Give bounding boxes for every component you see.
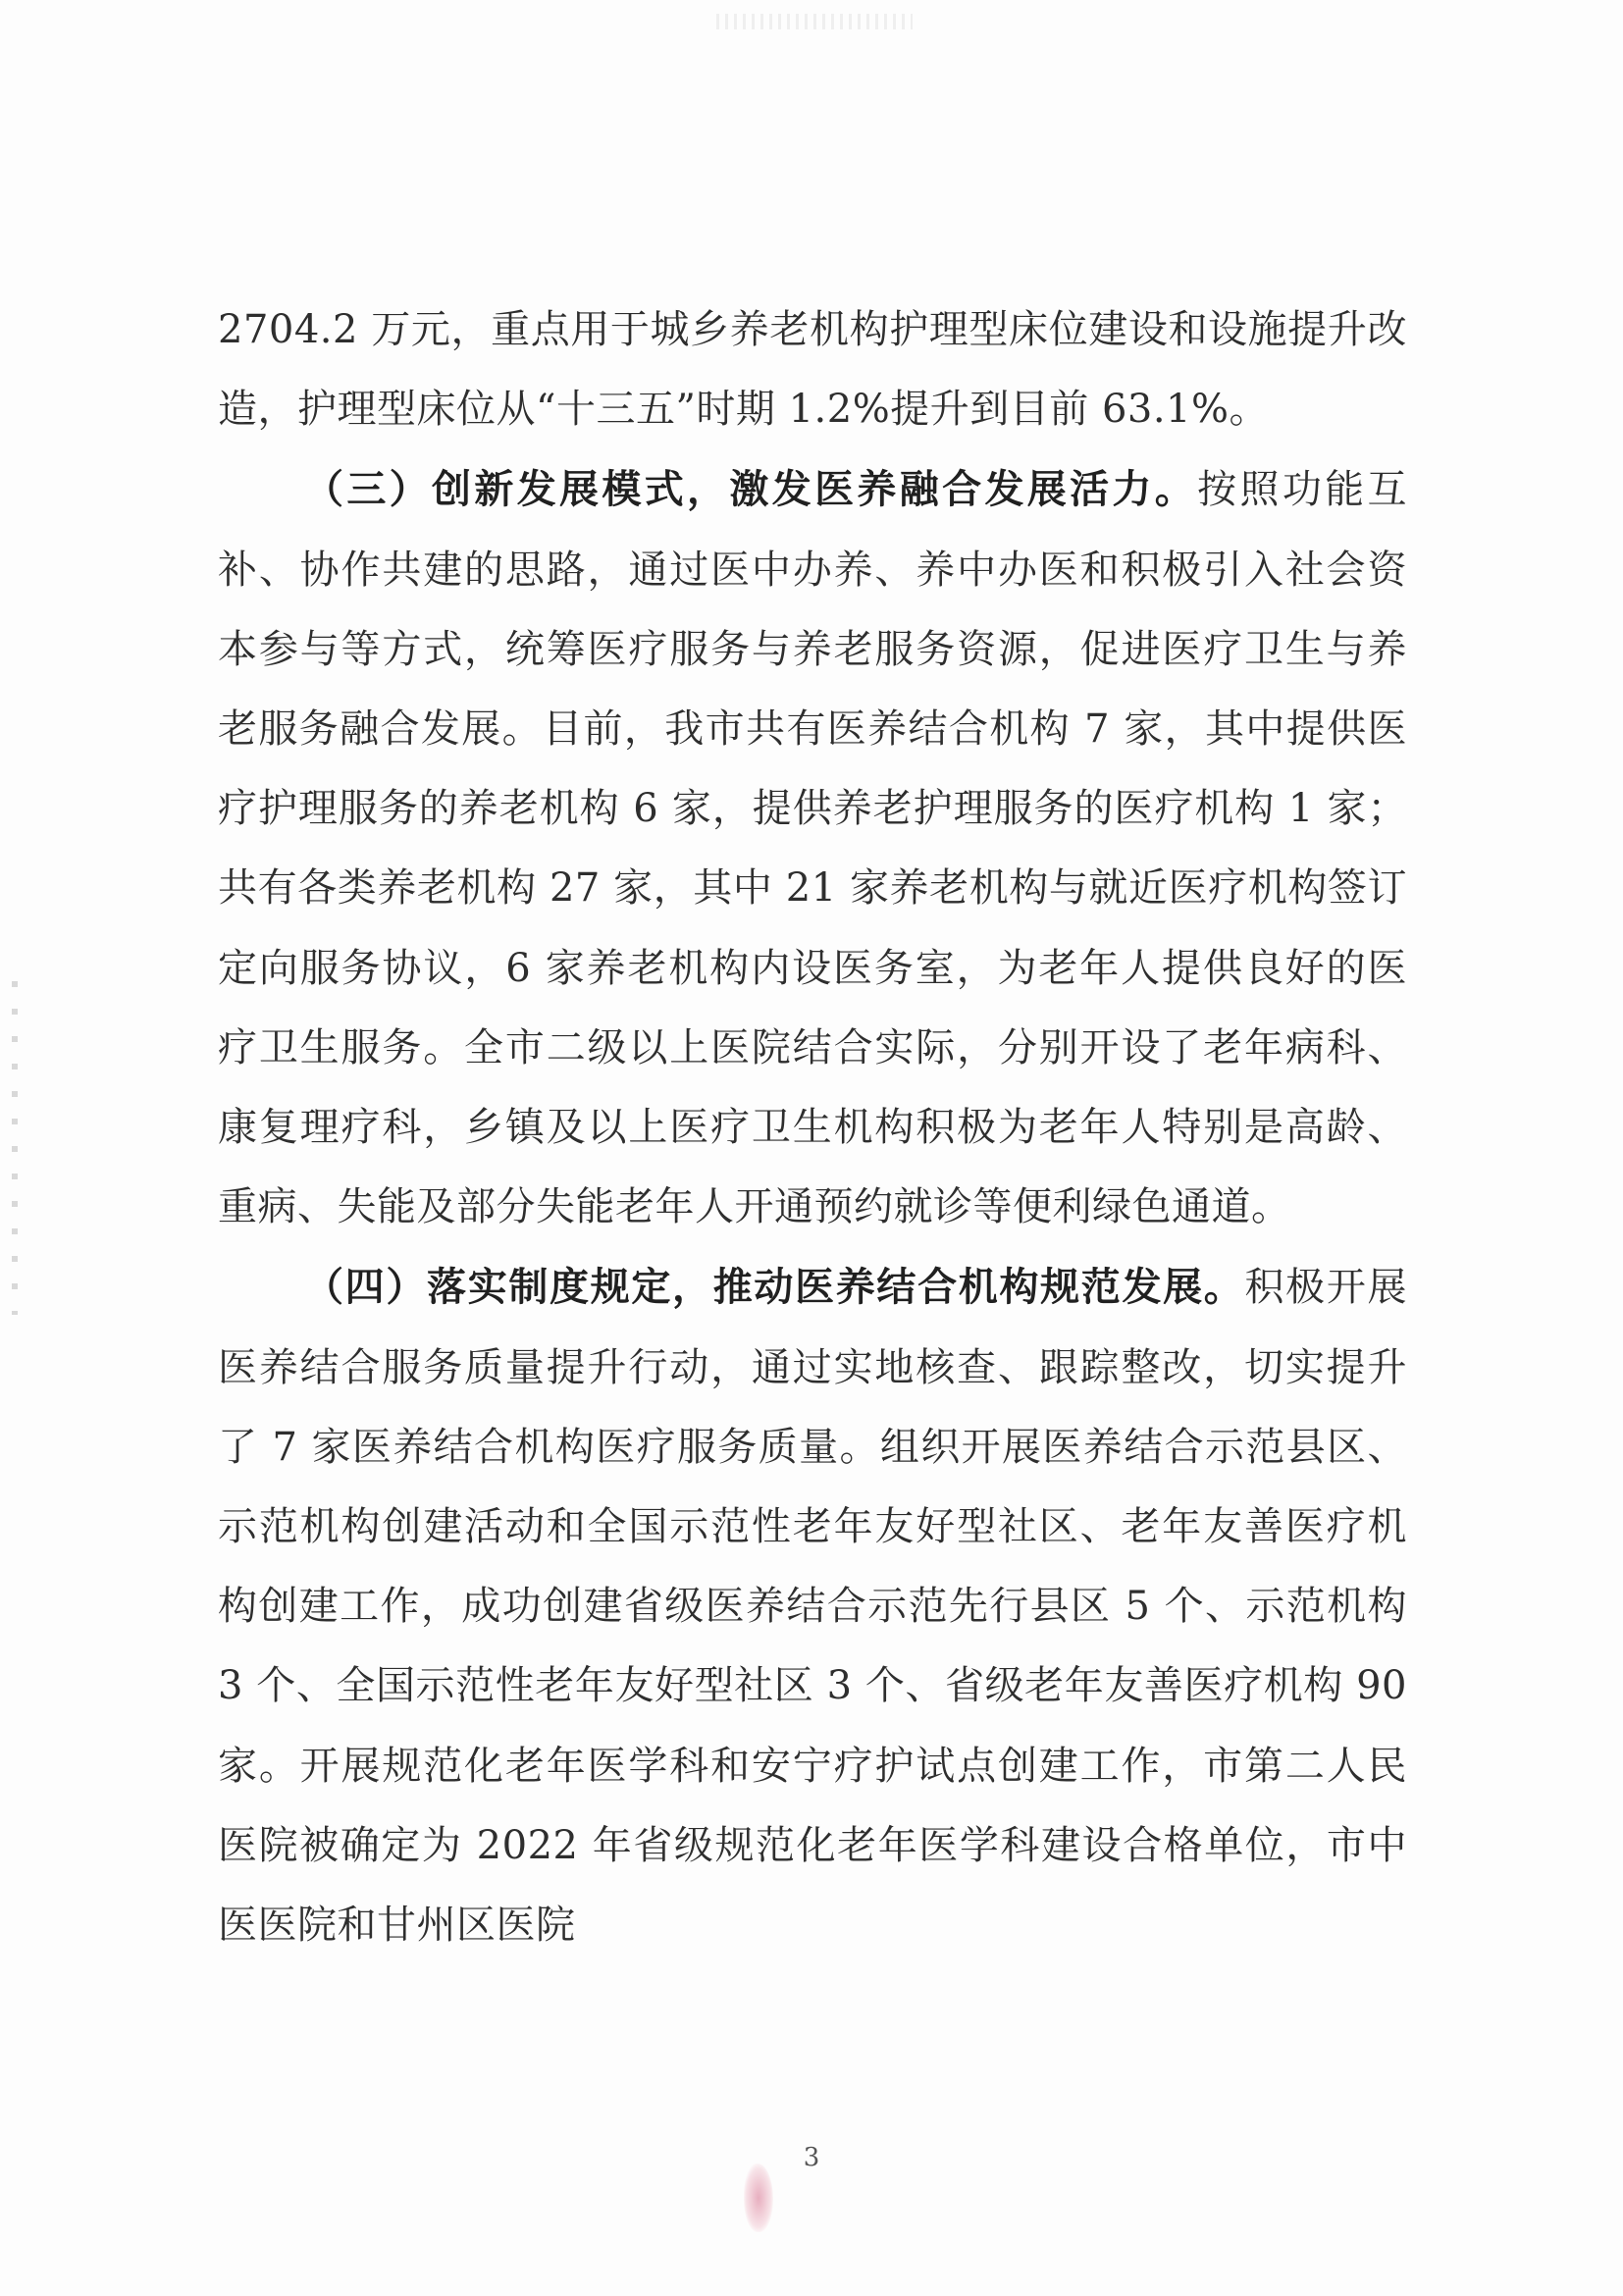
- paragraph-text: 2704.2 万元，重点用于城乡养老机构护理型床位建设和设施提升改造，护理型床位从“十三五”时期 1.2%提升到目前 63.1%。: [218, 307, 1407, 433]
- paragraph-continued: [218, 290, 1407, 449]
- red-stamp-mark: [744, 2164, 773, 2232]
- binding-hole-marks: [12, 981, 18, 1315]
- page-number: 3: [803, 2143, 820, 2172]
- paragraph-text: 积极开展医养结合服务质量提升行动，通过实地核查、跟踪整改，切实提升了 7 家医养结合机构医疗服务质量。组织开展医养结合示范县区、示范机构创建活动和全国示范性老年友好型社区、老年友善医疗机构创建工作，成功创建省级医养结合示范先行县区 5 个、示范机构 3 个、全国示范性老年友好型社区 3 个、省级老年友善医疗机构 90 家。开展规范化老年医学科和安宁疗护试点创建工作，市第二人民医院被确定为 2022 年省级规范化老年医学科建设合格单位，市中医医院和甘州区医院: [218, 1265, 1408, 1949]
- document-body: [218, 290, 1407, 1965]
- section-heading: （四）落实制度规定，推动医养结合机构规范发展。: [304, 1264, 1245, 1311]
- scan-artifact: [716, 14, 913, 29]
- paragraph-section-three: [218, 449, 1407, 1247]
- section-heading: （三）创新发展模式，激发医养融合发展活力。: [304, 466, 1198, 513]
- paragraph-text: 按照功能互补、协作共建的思路，通过医中办养、养中办医和积极引入社会资本参与等方式，统筹医疗服务与养老服务资源，促进医疗卫生与养老服务融合发展。目前，我市共有医养结合机构 7 家，其中提供医疗护理服务的养老机构 6 家，提供养老护理服务的医疗机构 1 家；共有各类养老机构 27 家，其中 21 家养老机构与就近医疗机构签订定向服务协议，6 家养老机构内设医务室，为老年人提供良好的医疗卫生服务。全市二级以上医院结合实际，分别开设了老年病科、康复理疗科，乡镇及以上医疗卫生机构积极为老年人特别是高龄、重病、失能及部分失能老年人开通预约就诊等便利绿色通道。: [218, 467, 1408, 1230]
- paragraph-section-four: [218, 1247, 1407, 1965]
